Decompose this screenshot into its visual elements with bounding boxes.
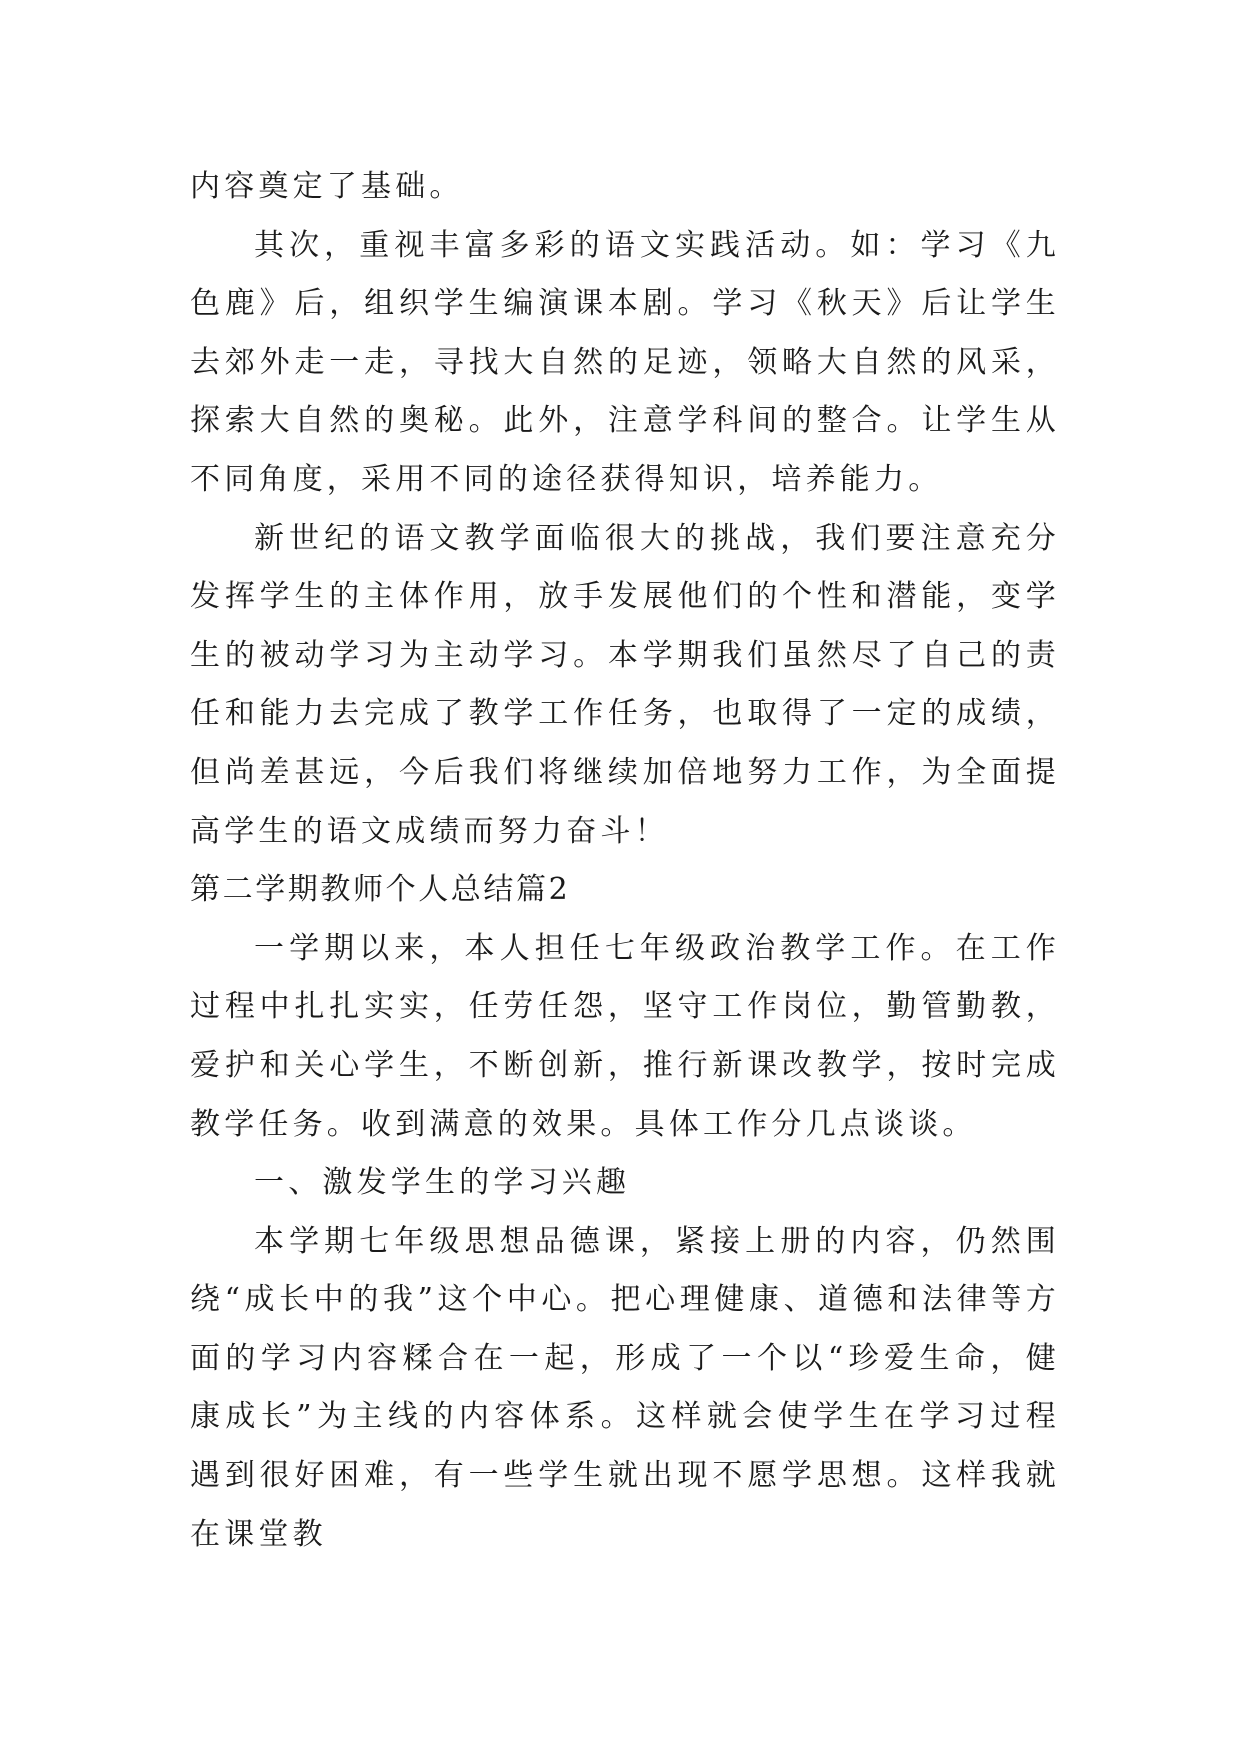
paragraph-continuation: 内容奠定了基础。 (190, 169, 464, 204)
paragraph-conclusion: 新世纪的语文教学面临很大的挑战，我们要注意充分发挥学生的主体作用，放手发展他们的个性和潜能，变学生的被动学习为主动学习。本学期我们虽然尽了自己的责任和能力去完成了教学工作任务，也取得了一定的成绩，但尚差甚远，今后我们将继续加倍地努力工作，为全面提高学生的语文成绩而努力奋斗！ (190, 520, 1060, 849)
section-title: 第二学期教师个人总结篇2 (190, 872, 571, 908)
subheading-interest: 一、激发学生的学习兴趣 (254, 1165, 631, 1201)
paragraph-course-content: 本学期七年级思想品德课，紧接上册的内容，仍然围绕“成长中的我”这个中心。把心理健康、道德和法律等方面的学习内容糅合在一起，形成了一个以“珍爱生命，健康成长”为主线的内容体系。这样就会使学生在学习过程遇到很好困难，有一些学生就出现不愿学思想。这样我就在课堂教 (190, 1223, 1060, 1552)
document-page (190, 158, 1060, 1564)
paragraph-practice-activities: 其次，重视丰富多彩的语文实践活动。如：学习《九色鹿》后，组织学生编演课本剧。学习《秋天》后让学生去郊外走一走，寻找大自然的足迹，领略大自然的风采，探索大自然的奥秘。此外，注意学科间的整合。让学生从不同角度，采用不同的途径获得知识，培养能力。 (190, 227, 1060, 497)
paragraph-intro: 一学期以来，本人担任七年级政治教学工作。在工作过程中扎扎实实，任劳任怨，坚守工作岗位，勤管勤教，爱护和关心学生，不断创新，推行新课改教学，按时完成教学任务。收到满意的效果。具体工作分几点谈谈。 (190, 930, 1060, 1142)
